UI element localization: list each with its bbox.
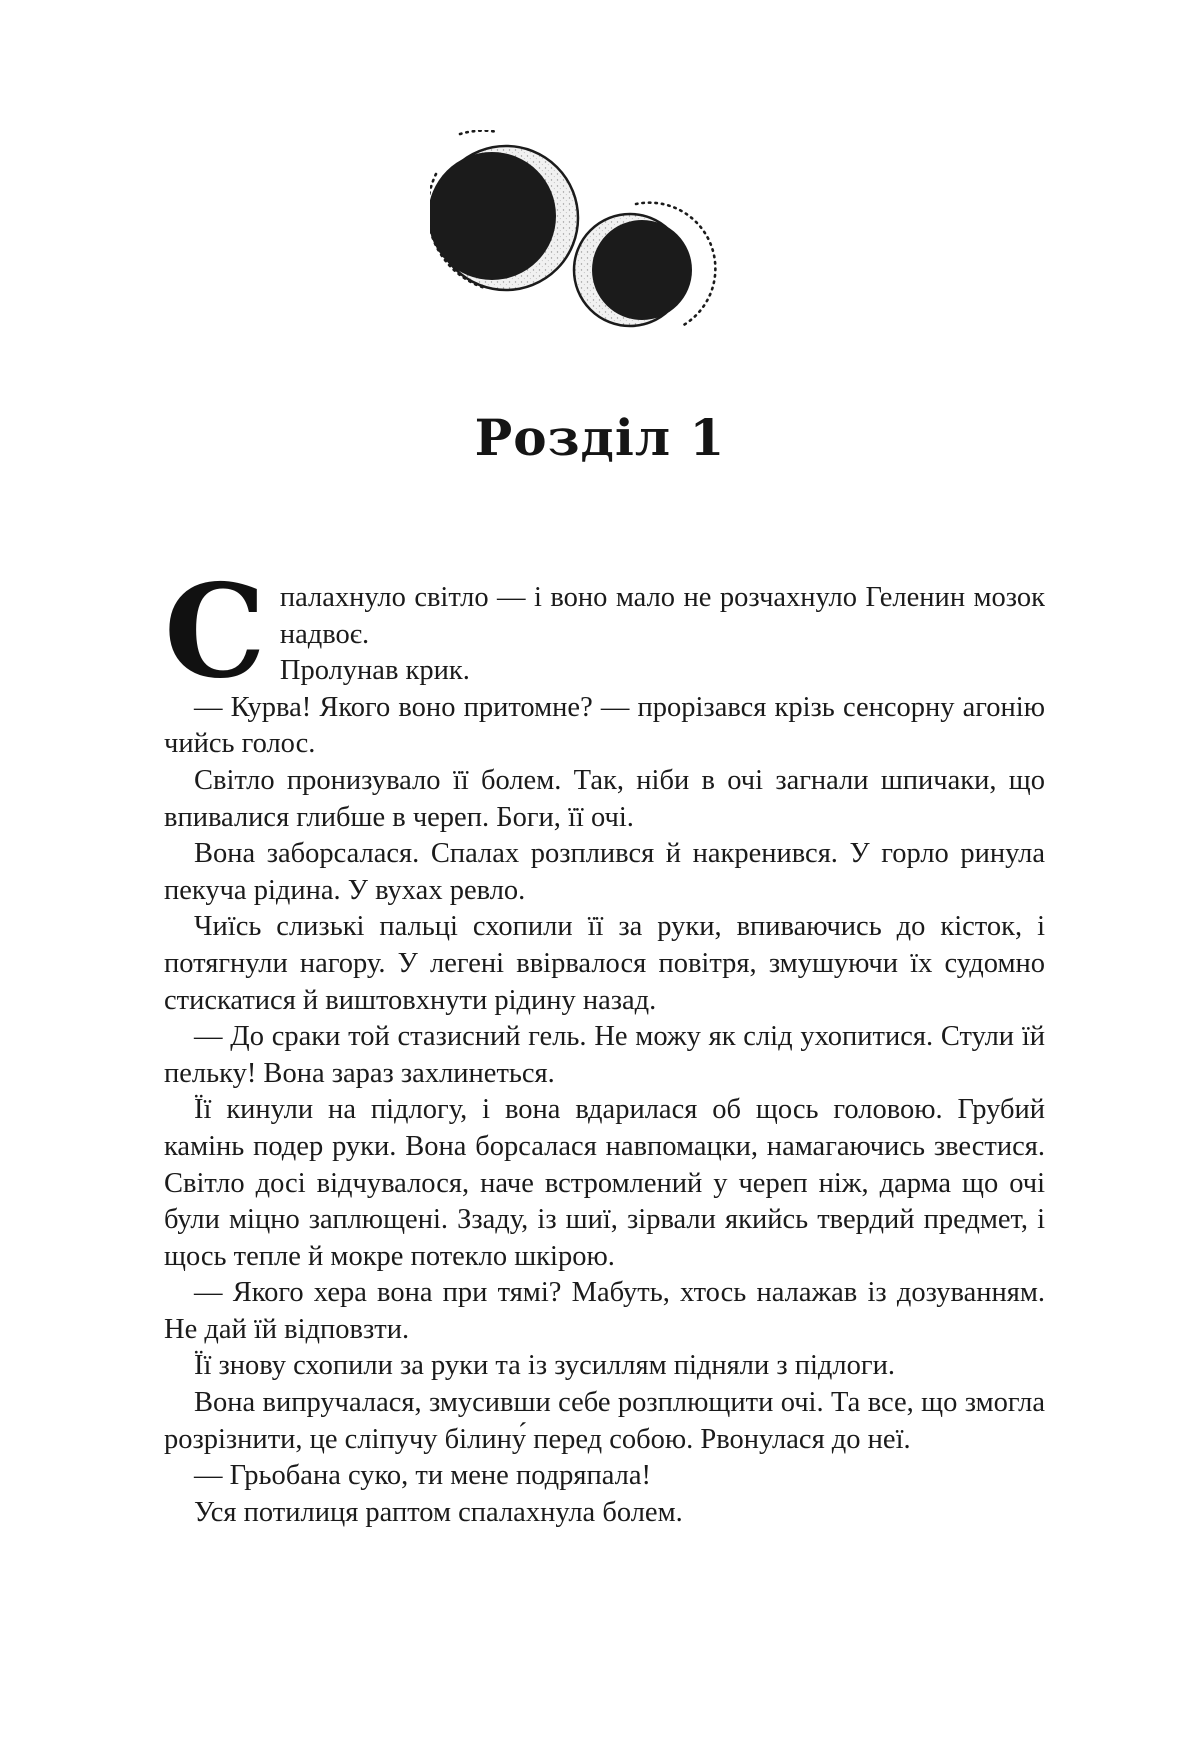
paragraph: Пролунав крик.	[279, 655, 470, 687]
paragraph: — Грьобана суко, ти мене подряпала!	[194, 1460, 652, 1492]
paragraph: Світло пронизувало її болем. Так, ніби в очі загнали шпичаки, що впивалися глибше в череп. Боги, її очі.	[164, 764, 1045, 833]
paragraph: Вона випручалася, змусивши себе розплющити очі. Та все, що змогла розрізнити, це сліпучу білину́ перед собою. Рвонулася до неї.	[164, 1387, 1045, 1455]
paragraph-text: палахнуло світло — і воно мало не розчахнуло Геленин мозок надвоє.	[279, 582, 1045, 650]
paragraph: Уся потилиця раптом спалахнула болем.	[194, 1496, 683, 1528]
paragraph: Її знову схопили за руки та із зусиллям підняли з підлоги.	[194, 1350, 895, 1382]
paragraph: — До сраки той стазисний гель. Не можу як слід ухопитися. Стули їй пельку! Вона зараз захлинеться.	[164, 1021, 1045, 1089]
paragraph: — Курва! Якого воно притомне? — прорізався крізь сенсорну агонію чийсь голос.	[164, 691, 1045, 760]
chapter-body	[164, 557, 1045, 1531]
paragraph: Вона заборсалася. Спалах розплився й накренився. У горло ринула пекуча рідина. У вухах ревло.	[164, 838, 1045, 906]
drop-cap: С	[164, 557, 266, 707]
paragraph: Її кинули на підлогу, і вона вдарилася об щось головою. Грубий камінь подер руки. Вона борсалася навпомацки, намагаючись звестися. Світло досі відчувалося, наче встромлений у череп ніж, дарма що очі були міцно заплющені. Ззаду, із шиї, зірвали якийсь твердий предмет, і щось тепле й мокре потекло шкірою.	[164, 1094, 1045, 1272]
twin-moons-icon	[430, 130, 770, 370]
chapter-title: Розділ 1	[474, 408, 726, 467]
large-moon-icon	[430, 131, 578, 290]
small-moon-icon	[574, 203, 715, 326]
paragraph: Чиїсь слизькі пальці схопили її за руки, впиваючись до кісток, і потягнули нагору. У легені ввірвалося повітря, змушуючи їх судомно стискатися й виштовхнути рідину назад.	[164, 911, 1045, 1016]
paragraph: — Якого хера вона при тямі? Мабуть, хтось налажав із дозуванням. Не дай їй відповзти.	[164, 1277, 1045, 1345]
